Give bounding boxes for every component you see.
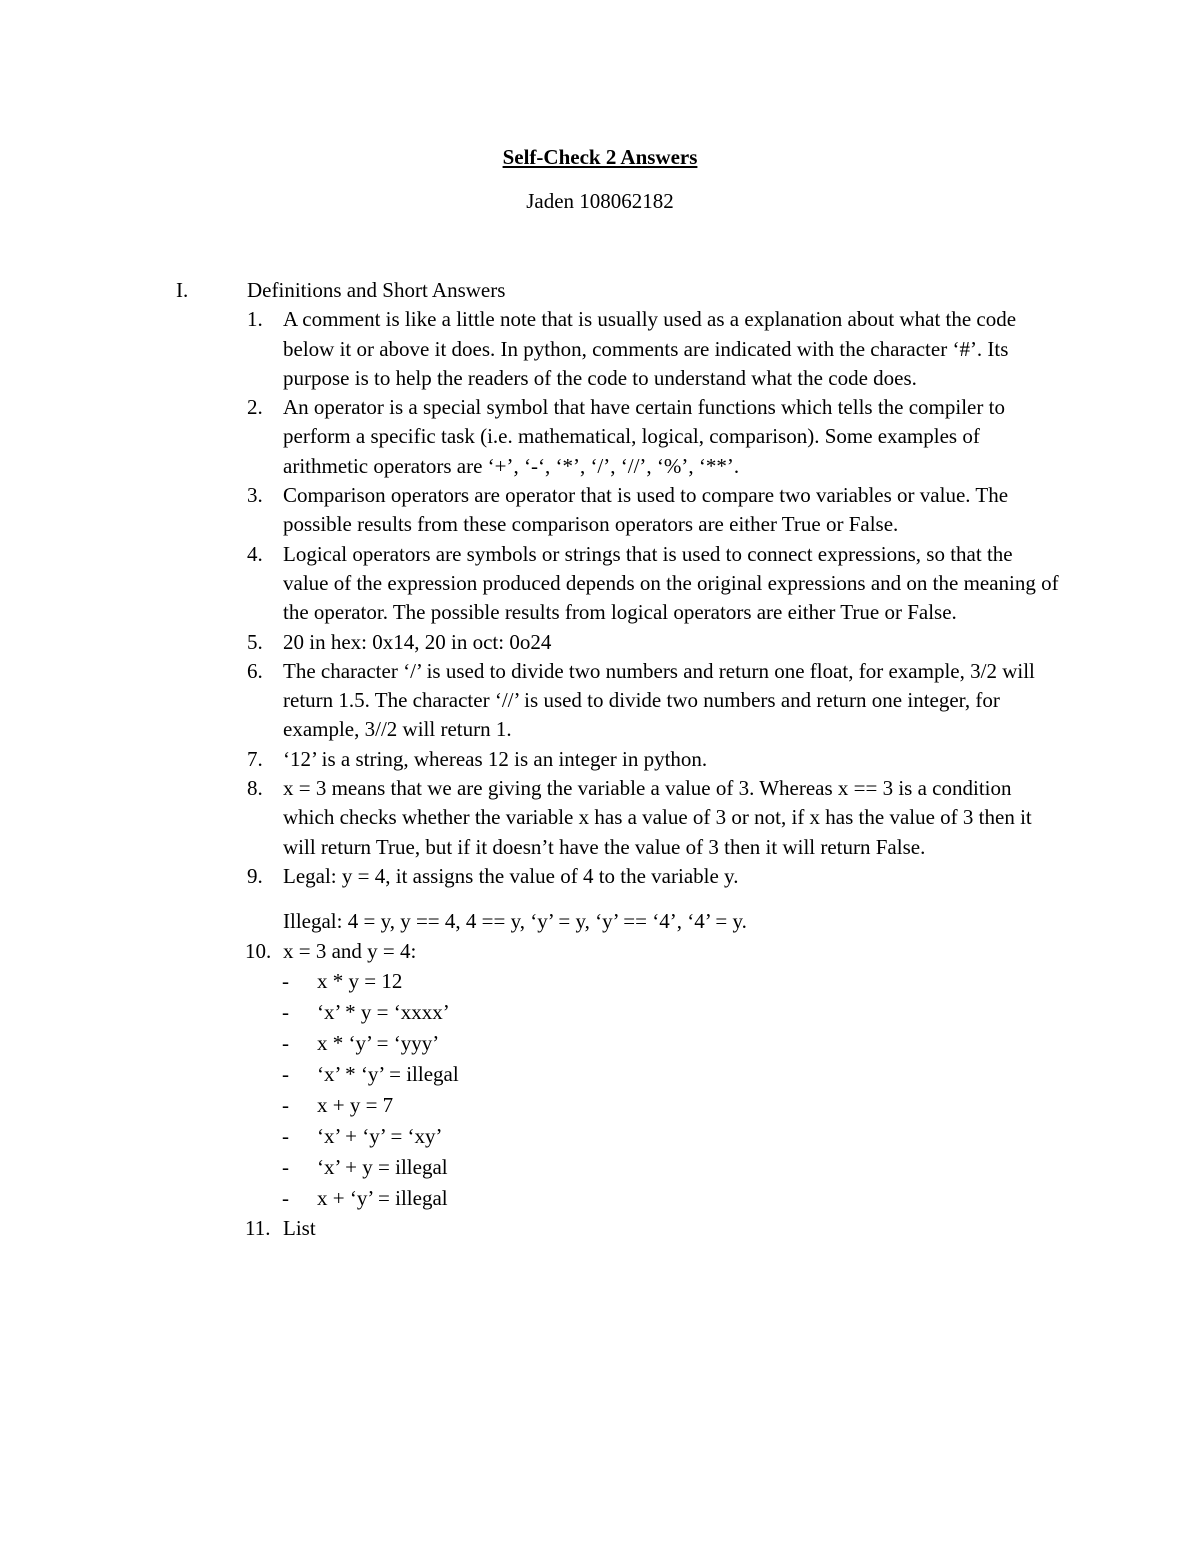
answer-item-10 — [176, 937, 1063, 966]
document-title: Self-Check 2 Answers — [502, 145, 698, 169]
dash-bullet: - — [282, 968, 289, 993]
answer-item-9 — [176, 862, 1063, 891]
item-number: 10. — [245, 938, 272, 963]
dash-bullet: - — [282, 1030, 289, 1055]
section-heading — [176, 276, 1076, 305]
sub-item-text: x + y = 7 — [317, 1092, 394, 1117]
answer-item-2 — [176, 393, 1063, 481]
item-number: 1. — [247, 307, 263, 332]
item-text: 20 in hex: 0x14, 20 in oct: 0o24 — [283, 629, 552, 654]
sub-item-text: x * y = 12 — [317, 968, 403, 993]
sub-item — [176, 1028, 1076, 1059]
dash-bullet: - — [282, 1061, 289, 1086]
sub-item-text: x * ‘y’ = ‘yyy’ — [317, 1030, 440, 1055]
author-line: Jaden 108062182 — [526, 189, 674, 213]
sub-item — [176, 966, 1076, 997]
item-text: The character ‘/’ is used to divide two numbers and return one float, for example, 3/2 will return 1.5. The character ‘//’ is used to divide two numbers and return one integer, for example, 3//2 will return 1. — [283, 658, 1035, 742]
item-number: 5. — [247, 629, 263, 654]
sub-item — [176, 1183, 1076, 1214]
sub-item — [176, 1152, 1076, 1183]
item-number: 11. — [245, 1215, 271, 1240]
sub-item-text: ‘x’ * ‘y’ = illegal — [317, 1061, 459, 1086]
item-text: A comment is like a little note that is usually used as a explanation about what the code below it or above it does. In python, comments are indicated with the character ‘#’. Its purpose is to help the readers of the code to understand what the code does. — [283, 307, 1017, 390]
item-number: 9. — [247, 863, 263, 888]
item-text: List — [283, 1215, 316, 1240]
dash-bullet: - — [282, 1154, 289, 1179]
item-number: 8. — [247, 776, 263, 801]
item-number: 6. — [247, 658, 263, 683]
item-text: ‘12’ is a string, whereas 12 is an integer in python. — [283, 746, 708, 771]
item-number: 7. — [247, 746, 263, 771]
answer-item-9-illegal: Illegal: 4 = y, y == 4, 4 == y, ‘y’ = y, ‘y’ == ‘4’, ‘4’ = y. — [283, 909, 747, 934]
section-number: I. — [176, 278, 189, 302]
dash-bullet: - — [282, 999, 289, 1024]
dash-bullet: - — [282, 1123, 289, 1148]
item-text: Logical operators are symbols or strings that is used to connect expressions, so that the value of the expression produced depends on the original expressions and on the meaning of the operator. The possible results from logical operators are either True or False. — [283, 541, 1059, 625]
answer-item-6 — [176, 657, 1063, 745]
item-number: 2. — [247, 395, 263, 420]
dash-bullet: - — [282, 1185, 289, 1210]
section-definitions — [176, 276, 1076, 1243]
sub-item — [176, 1121, 1076, 1152]
item-number: 4. — [247, 541, 263, 566]
answer-item-7 — [176, 745, 1063, 774]
sub-item — [176, 1059, 1076, 1090]
item-text: Legal: y = 4, it assigns the value of 4 to the variable y. — [283, 863, 739, 888]
sub-item-text: ‘x’ + ‘y’ = ‘xy’ — [317, 1123, 443, 1148]
item-text: Comparison operators are operator that is used to compare two variables or value. The possible results from these comparison operators are either True or False. — [283, 483, 1009, 537]
section-heading-text: Definitions and Short Answers — [247, 278, 506, 302]
item-text: x = 3 and y = 4: — [283, 938, 417, 963]
sub-item-text: x + ‘y’ = illegal — [317, 1185, 448, 1210]
answer-item-3 — [176, 481, 1063, 540]
item-number: 3. — [247, 483, 263, 508]
sub-item — [176, 1090, 1076, 1121]
answer-item-8 — [176, 774, 1063, 862]
answer-item-4 — [176, 540, 1063, 628]
item-text: x = 3 means that we are giving the variable a value of 3. Whereas x == 3 is a condition which checks whether the variable x has a value of 3 or not, if x has the value of 3 then it will return True, but if it doesn’t have the value of 3 then it will return False. — [283, 776, 1032, 859]
item-text: An operator is a special symbol that have certain functions which tells the compiler to perform a specific task (i.e. mathematical, logical, comparison). Some examples of arithmetic operators are ‘+’, ‘-‘, ‘*’, ‘/’, ‘//’, ‘%’, ‘**’. — [283, 395, 1005, 478]
answer-item-5 — [176, 628, 1063, 657]
dash-bullet: - — [282, 1092, 289, 1117]
sub-item-text: ‘x’ * y = ‘xxxx’ — [317, 999, 450, 1024]
sub-item-text: ‘x’ + y = illegal — [317, 1154, 448, 1179]
sub-item — [176, 997, 1076, 1028]
answer-item-1 — [176, 305, 1063, 393]
answer-item-11 — [176, 1214, 1063, 1243]
